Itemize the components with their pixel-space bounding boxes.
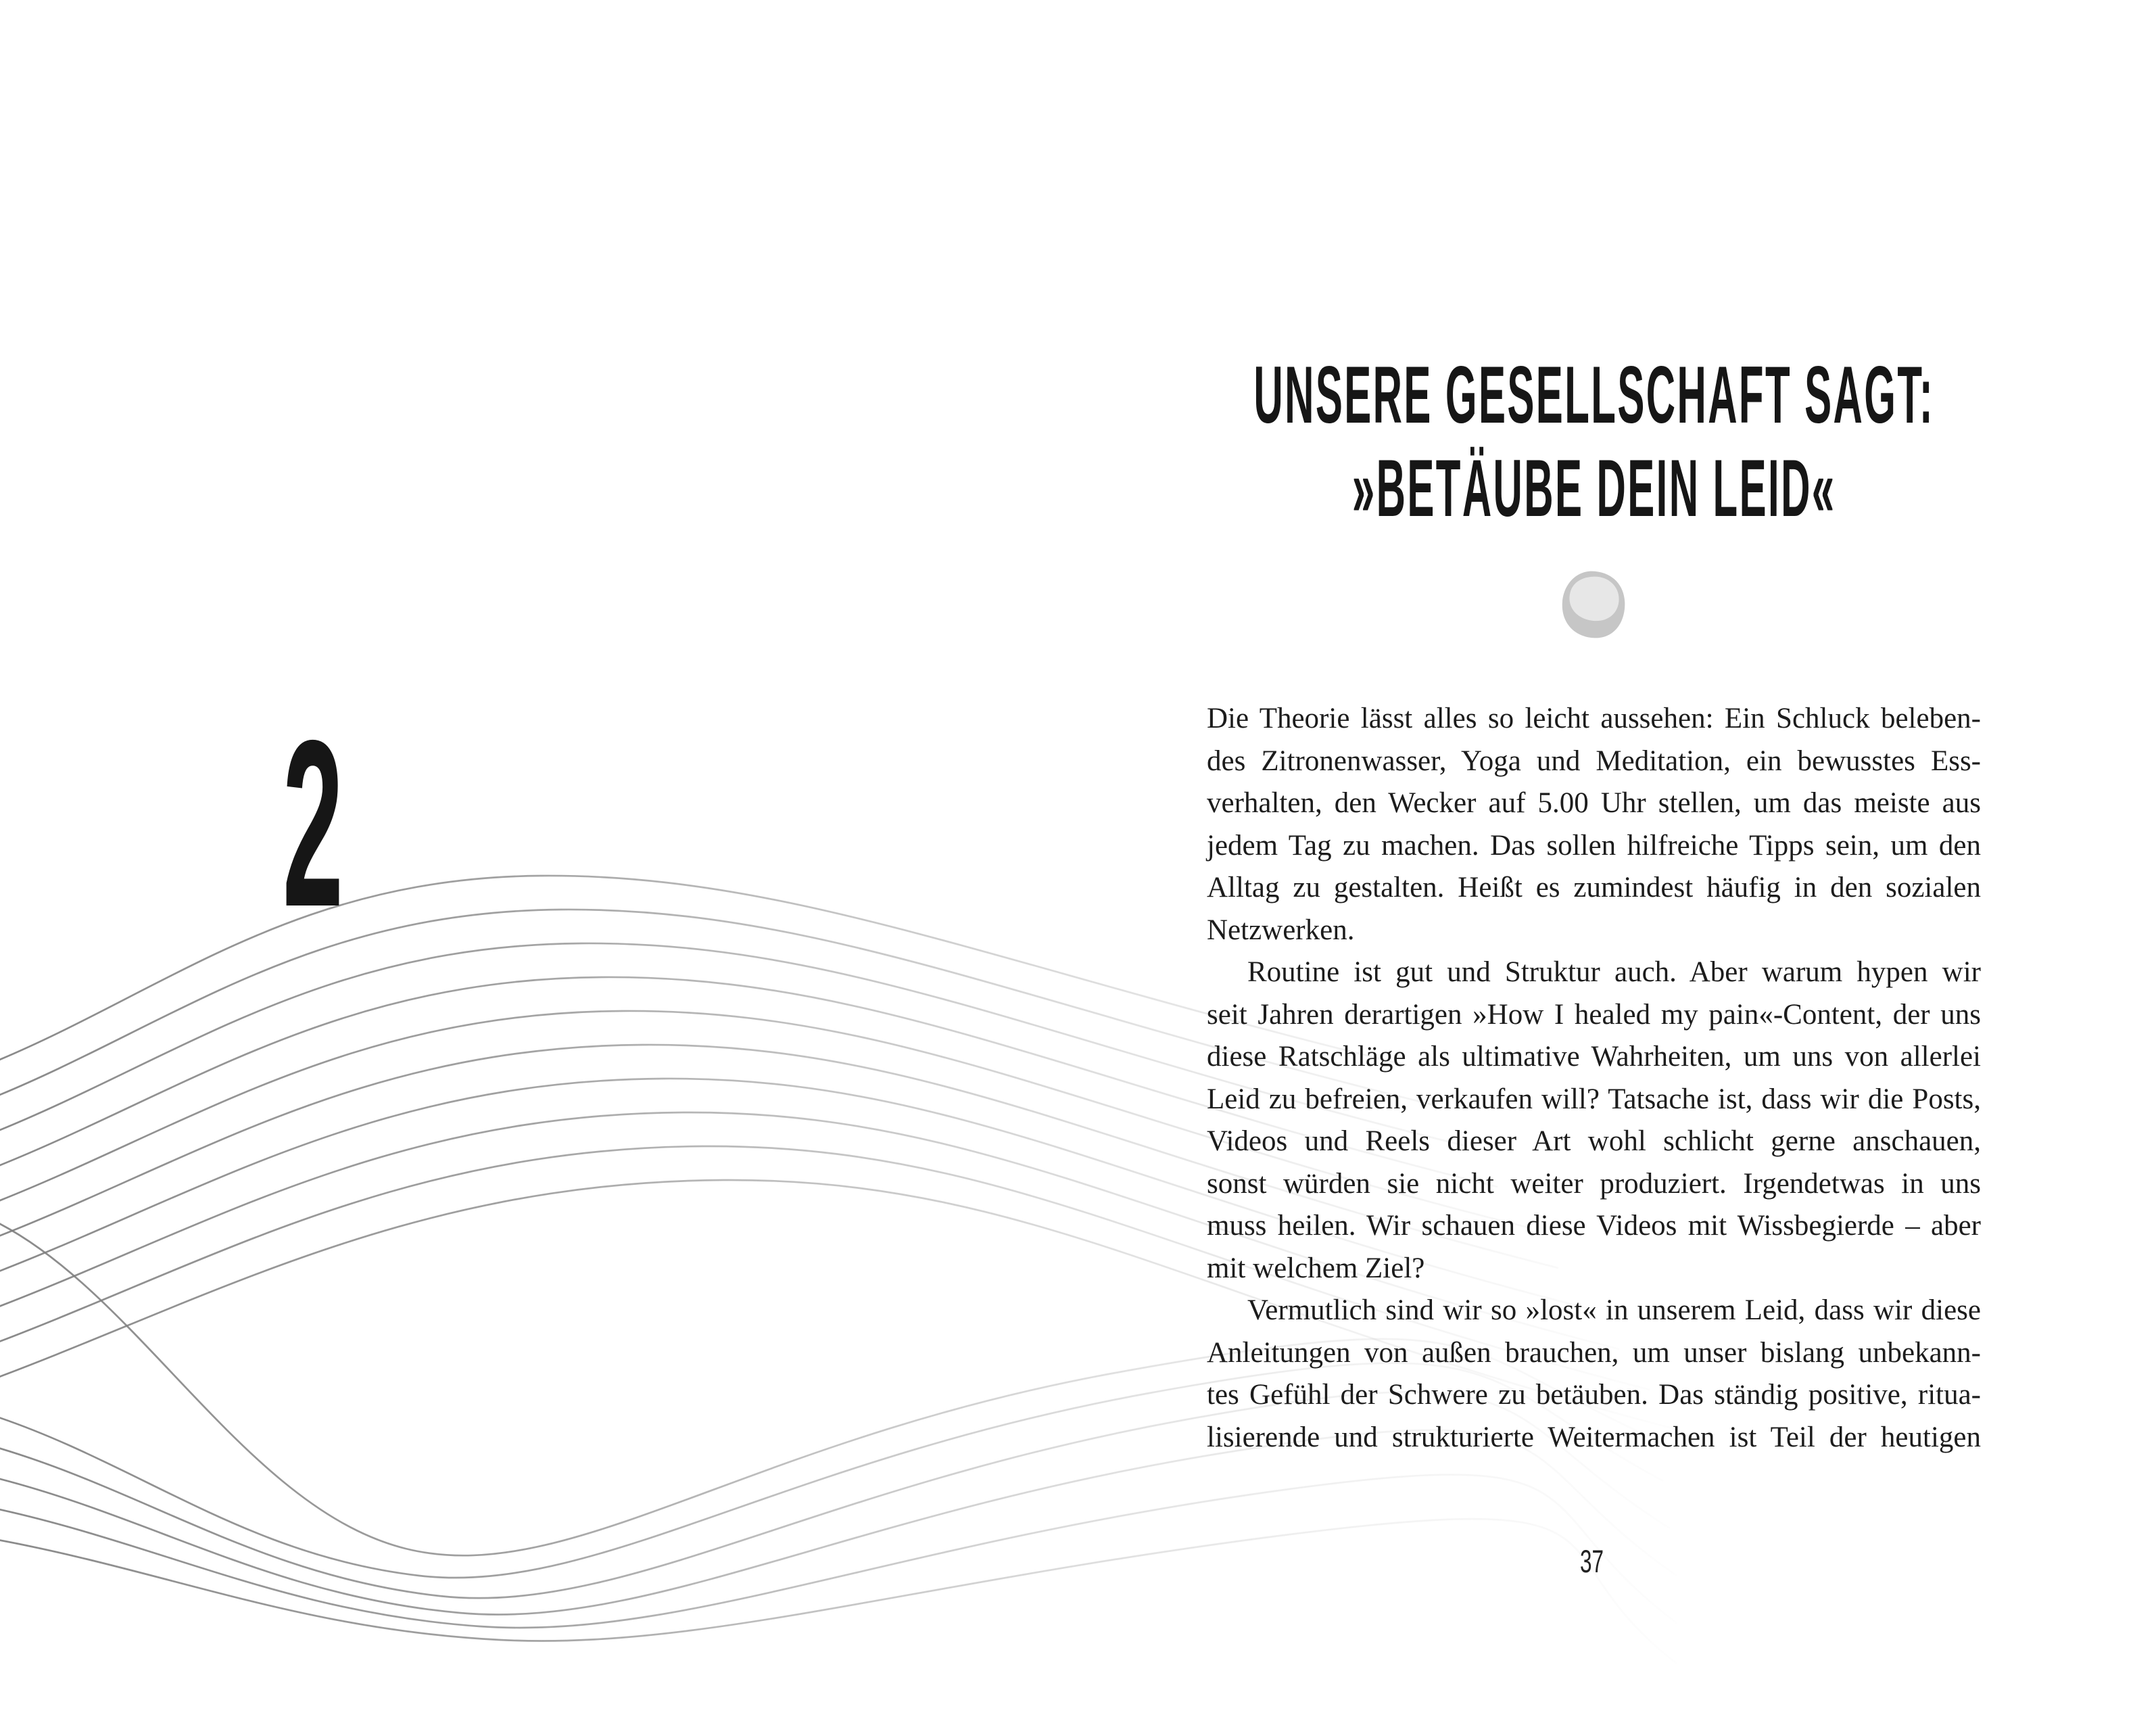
body-text-line: Die Theorie lässt alles so leicht aussehen: Ein Schluck beleben- [1207, 703, 1981, 734]
body-text-line: Leid zu befreien, verkaufen will? Tatsache ist, dass wir die Posts, [1207, 1083, 1981, 1115]
chapter-title [1207, 348, 1981, 535]
body-text-line: Alltag zu gestalten. Heißt es zumindest häufig in den sozialen [1207, 872, 1981, 903]
chapter-title-line-1: UNSERE GESELLSCHAFT SAGT: [1253, 350, 1934, 440]
body-text-line: lisierende und strukturierte Weitermachen ist Teil der heutigen [1207, 1421, 1981, 1453]
body-text-line: tes Gefühl der Schwere zu betäuben. Das ständig positive, ritua- [1207, 1379, 1981, 1411]
body-text-line: Vermutlich sind wir so »lost« in unserem Leid, dass wir diese [1247, 1294, 1981, 1326]
chapter-title-line-2: »BETÄUBE DEIN LEID« [1351, 443, 1836, 534]
body-text-line: muss heilen. Wir schauen diese Videos mit Wissbegierde – aber [1207, 1210, 1981, 1242]
body-text-line: diese Ratschläge als ultimative Wahrheiten, um uns von allerlei [1207, 1041, 1981, 1073]
body-text-line: verhalten, den Wecker auf 5.00 Uhr stellen, um das meiste aus [1207, 787, 1981, 819]
body-text-column [1207, 698, 1981, 1459]
body-text-line: Videos und Reels dieser Art wohl schlicht gerne anschauen, [1207, 1125, 1981, 1157]
body-text-line: sonst würden sie nicht weiter produziert. Irgendetwas in uns [1207, 1167, 1981, 1200]
body-text-line: Anleitungen von außen brauchen, um unser bislang unbekann- [1207, 1336, 1981, 1369]
page-number: 37 [1580, 1543, 1604, 1579]
body-text-line: des Zitronenwasser, Yoga und Meditation, ein bewusstes Ess- [1207, 745, 1981, 777]
body-text-line: Routine ist gut und Struktur auch. Aber warum hypen wir [1247, 956, 1981, 988]
body-text-line: mit welchem Ziel? [1207, 1252, 1425, 1284]
stone-pebble-icon [1557, 569, 1633, 645]
body-text-line: jedem Tag zu machen. Das sollen hilfreiche Tipps sein, um den [1207, 829, 1981, 862]
chapter-number: 2 [283, 691, 343, 956]
body-text-line: Netzwerken. [1207, 914, 1355, 946]
body-text-line: seit Jahren derartigen »How I healed my pain«-Content, der uns [1207, 998, 1981, 1031]
